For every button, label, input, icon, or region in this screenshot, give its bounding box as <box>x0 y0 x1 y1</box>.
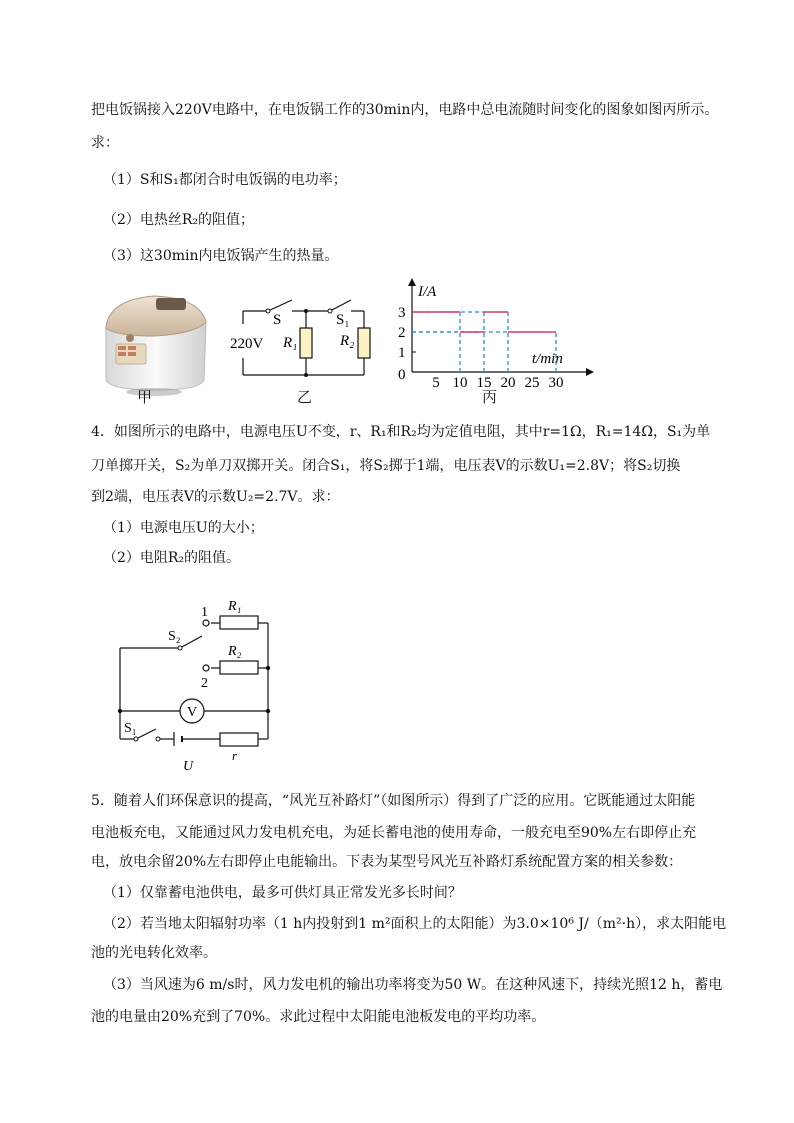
q5-line-1: 5．随着人们环保意识的提高，“风光互补路灯”（如图所示）得到了广泛的应用。它既能通过太阳能 <box>91 793 696 809</box>
switch-s-label: S <box>273 312 282 328</box>
q5-item-2b: 池的光电转化效率。 <box>91 945 217 961</box>
y-tick-2: 2 <box>398 325 406 341</box>
resistor-r2 <box>358 328 370 358</box>
q3-item-1: （1）S和S₁都闭合时电饭锅的电功率； <box>103 172 347 188</box>
origin-label: 0 <box>398 367 406 383</box>
caption-jia: 甲 <box>137 388 153 406</box>
r1-label-q4: R₁ <box>228 599 242 614</box>
y-tick-3: 3 <box>398 305 406 321</box>
q4-item-1: （1）电源电压U的大小； <box>103 520 264 536</box>
resistor-r2-q4 <box>220 661 258 674</box>
x-tick-20: 20 <box>500 375 516 388</box>
y-axis-label: I/A <box>418 284 437 300</box>
current-time-graph <box>394 276 598 388</box>
resistor-r1-q4 <box>220 616 258 629</box>
rice-cooker-image <box>94 290 214 402</box>
intro-line-2: 求： <box>91 135 119 151</box>
voltage-label: 220V <box>230 336 264 352</box>
terminal-1-label: 1 <box>201 605 208 620</box>
q4-line-1: 4．如图所示的电路中，电源电压U不变，r、R₁和R₂均为定值电阻，其中r=1Ω，R₁=14Ω，S₁为单 <box>91 424 711 440</box>
y-tick-1: 1 <box>398 345 406 361</box>
r-label: r <box>232 748 238 763</box>
terminal-2-label: 2 <box>201 676 208 691</box>
r2-label-q4: R₂ <box>228 644 242 659</box>
x-axis-arrow <box>586 368 594 376</box>
x-tick-30: 30 <box>548 375 564 388</box>
resistor-r1 <box>300 328 312 358</box>
q4-line-3: 到2端，电压表V的示数U₂=2.7V。求： <box>91 489 340 505</box>
x-tick-15: 15 <box>476 375 492 388</box>
circuit-diagram-q4 <box>108 594 284 774</box>
r2-label: R₂ <box>340 333 355 349</box>
x-axis-label: t/min <box>532 351 563 367</box>
u-label: U <box>183 759 194 774</box>
y-axis-arrow <box>408 278 416 286</box>
caption-bing: 丙 <box>482 388 498 406</box>
resistor-r-q4 <box>220 733 258 746</box>
x-tick-5: 5 <box>432 375 440 388</box>
q5-item-3b: 池的电量由20%充到了70%。求此过程中太阳能电池板发电的平均功率。 <box>91 1009 546 1025</box>
caption-yi: 乙 <box>297 388 313 406</box>
switch-s-blade <box>268 300 292 311</box>
q5-line-2: 电池板充电，又能通过风力发电机充电，为延长蓄电池的使用寿命，一般充电至90%左右即停止充 <box>91 825 697 841</box>
s2-label: S₂ <box>168 629 181 644</box>
voltmeter-label: V <box>186 705 198 720</box>
q3-item-3: （3）这30min内电饭锅产生的热量。 <box>103 248 339 264</box>
q5-item-1: （1）仅靠蓄电池供电，最多可供灯具正常发光多长时间？ <box>103 885 462 901</box>
x-tick-25: 25 <box>524 375 540 388</box>
q5-item-3a: （3）当风速为6 m/s时，风力发电机的输出功率将变为50 W。在这种风速下，持续光照12 h，蓄电 <box>103 977 723 993</box>
switch-s1-label: S₁ <box>336 312 350 328</box>
q5-item-2a: （2）若当地太阳辐射功率（1 h内投射到1 m²面积上的太阳能）为3.0×10⁶ J/（m²·h），求太阳能电 <box>103 916 727 932</box>
intro-line-1: 把电饭锅接入220V电路中，在电饭锅工作的30min内，电路中总电流随时间变化的图象如图丙所示。 <box>91 102 719 118</box>
s1-label: S₁ <box>124 721 137 736</box>
r1-label: R₁ <box>283 335 298 351</box>
circuit-diagram-yi <box>226 290 382 390</box>
x-tick-10: 10 <box>452 375 468 388</box>
q5-line-3: 电，放电余留20%左右即停止电能输出。下表为某型号风光互补路灯系统配置方案的相关参数： <box>91 854 683 870</box>
q4-item-2: （2）电阻R₂的阻值。 <box>103 550 241 566</box>
q4-line-2: 刀单掷开关，S₂为单刀双掷开关。闭合S₁，将S₂掷于1端，电压表V的示数U₁=2.8V；将S₂切换 <box>91 458 681 474</box>
q3-item-2: （2）电热丝R₂的阻值； <box>103 212 255 228</box>
